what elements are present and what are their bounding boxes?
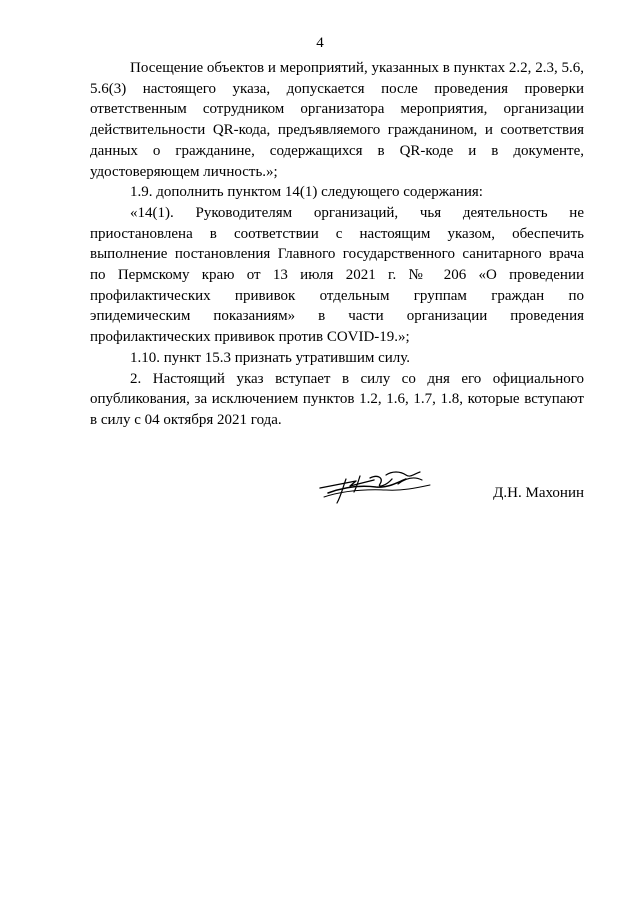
signer-name: Д.Н. Махонин	[493, 485, 584, 501]
paragraph-item-14-1: «14(1). Руководителям организаций, чья деятельность не приостановлена в соответствии с настоящим указом, обеспечить выполнение постановления Главного государственного санитарного врача по Пермскому краю от 13 июля 2021 г. № 206 «О проведении профилактических прививок отдельным группам граждан по эпидемическим показаниям» в части организации проведения профилактических прививок против COVID-19.»;	[90, 204, 584, 346]
document-body	[90, 58, 584, 431]
paragraph-item-1-10: 1.10. пункт 15.3 признать утратившим силу.	[130, 349, 411, 366]
paragraph-effective-date: 2. Настоящий указ вступает в силу со дня его официального опубликования, за исключением пунктов 1.2, 1.6, 1.7, 1.8, которые вступают в силу с 04 октября 2021 года.	[90, 370, 584, 428]
paragraph-qr-check: Посещение объектов и мероприятий, указанных в пунктах 2.2, 2.3, 5.6, 5.6(3) настоящего указа, допускается после проведения проверки ответственным сотрудником организатора мероприятия, организации действительности QR-кода, предъявляемого гражданином, и соответствия данных о гражданине, содержащихся в QR-коде и в документе, удостоверяющем личность.»;	[90, 60, 584, 180]
page-number: 4	[316, 35, 324, 51]
paragraph-item-1-9: 1.9. дополнить пунктом 14(1) следующего содержания:	[130, 184, 483, 201]
handwritten-signature	[316, 466, 434, 506]
